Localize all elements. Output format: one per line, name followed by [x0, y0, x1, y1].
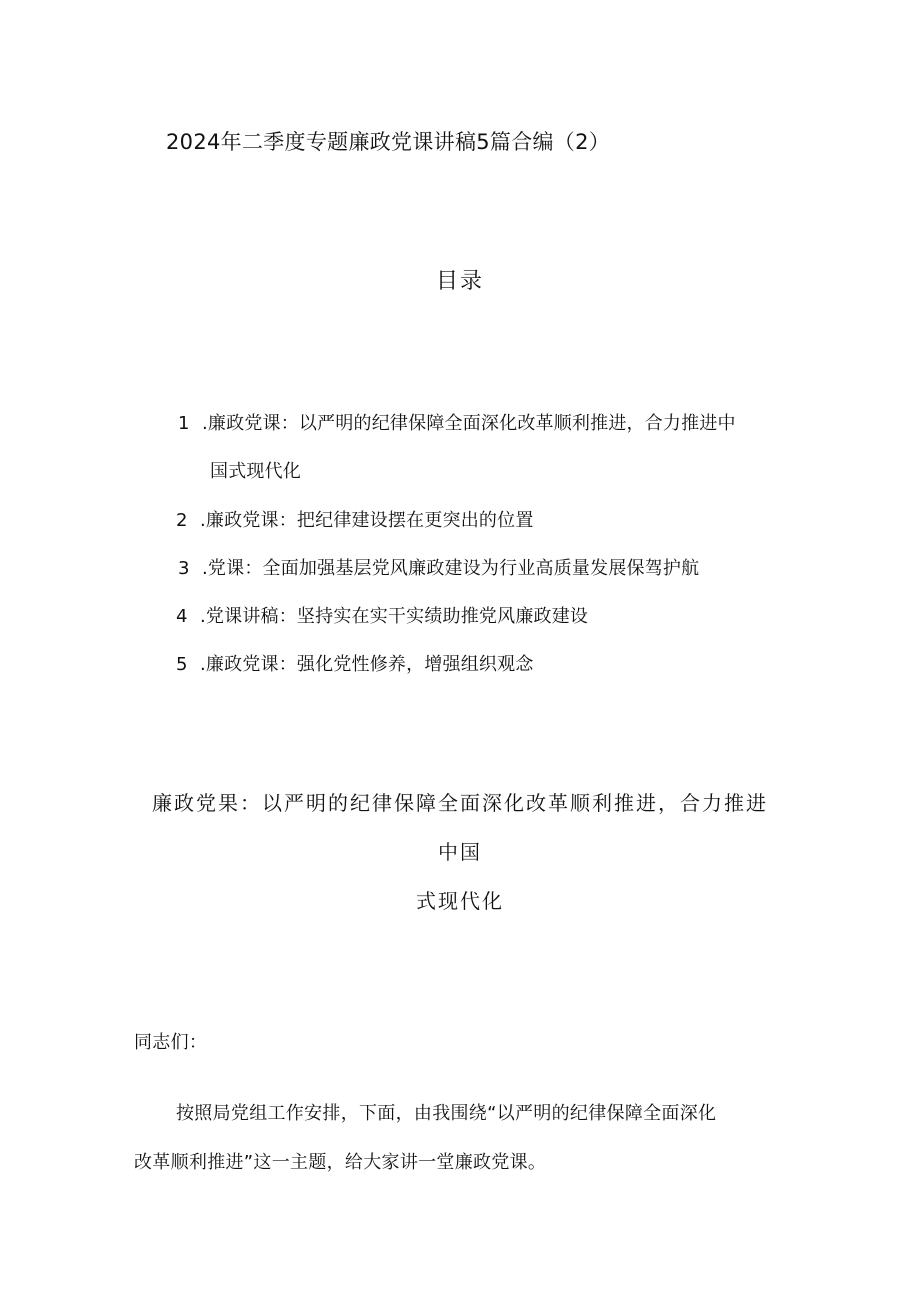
toc-item-number: 1 [178, 413, 190, 434]
toc-item-text: .廉政党课：以严明的纪律保障全面深化改革顺利推进，合力推进中 [202, 413, 736, 434]
paragraph-line-2: 改革顺利推进”这一主题，给大家讲一堂廉政党课。 [134, 1152, 547, 1173]
toc-item-number: 4 [176, 606, 188, 627]
section-title-line-3: 式现代化 [416, 889, 504, 913]
toc-item-text: .党课讲稿：坚持实在实干实绩助推党风廉政建设 [200, 606, 589, 627]
toc-heading: 目录 [435, 269, 484, 294]
toc-item-5 [176, 650, 534, 676]
salutation: 同志们： [134, 1032, 208, 1053]
toc-item-text: .党课：全面加强基层党风廉政建设为行业高质量发展保驾护航 [202, 558, 700, 579]
toc-item-3 [178, 554, 699, 580]
paragraph-line-1: 按照局党组工作安排，下面，由我围绕“以严明的纪律保障全面深化 [176, 1103, 717, 1124]
toc-item-text: .廉政党课：把纪律建设摆在更突出的位置 [200, 510, 534, 531]
toc-item-text: .廉政党课：强化党性修养，增强组织观念 [200, 654, 534, 675]
toc-item-1 [178, 409, 736, 435]
toc-item-number: 2 [176, 510, 188, 531]
toc-item-number: 3 [178, 558, 190, 579]
section-title-line-2: 中国 [438, 840, 482, 864]
toc-item-4 [176, 602, 588, 628]
section-title-line-1: 廉政党果：以严明的纪律保障全面深化改革顺利推进，合力推进 [152, 791, 768, 815]
toc-item-2 [176, 506, 534, 532]
toc-item-number: 5 [176, 654, 188, 675]
document-title: 2024年二季度专题廉政党课讲稿5篇合编（2） [166, 130, 611, 154]
toc-item-1-continuation: 国式现代化 [210, 461, 301, 482]
